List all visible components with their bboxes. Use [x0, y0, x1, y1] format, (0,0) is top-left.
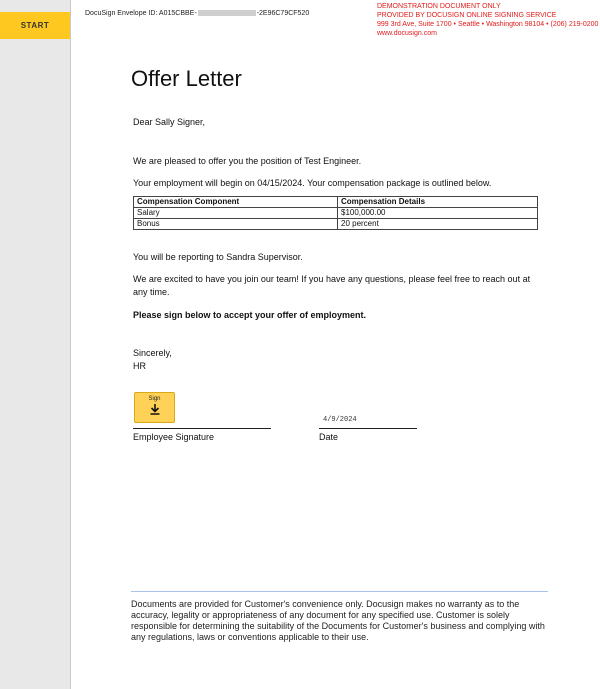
sign-button[interactable]: [134, 392, 175, 423]
closing: Sincerely,: [133, 348, 172, 358]
sign-instruction: Please sign below to accept your offer of employment.: [133, 310, 367, 320]
demo-stamp: [377, 2, 598, 38]
date-signed-value: 4/9/2024: [323, 416, 357, 424]
page-title: Offer Letter: [131, 66, 242, 91]
envelope-id: [85, 10, 309, 17]
welcome-paragraph: We are excited to have you join our team! If you have any questions, please feel free to reach out at any time.: [133, 274, 531, 297]
demo-stamp-line2: PROVIDED BY DOCUSIGN ONLINE SIGNING SERVICE: [377, 12, 557, 19]
sign-tab-label: Sign: [148, 396, 161, 402]
footer-disclaimer: Documents are provided for Customer's convenience only. Docusign makes no warranty as to the accuracy, legality or appropriateness of any document for any specified use. Customer is solely responsible for determining the suitability of the Documents for Customer's business and complying with any regulations, laws or conventions applicable to their use.: [131, 599, 545, 642]
envelope-id-prefix: DocuSign Envelope ID: A015CBBE-: [85, 10, 197, 17]
date-line: [319, 428, 417, 429]
supervisor-paragraph: You will be reporting to Sandra Supervisor.: [133, 252, 303, 262]
document-page: [70, 0, 600, 689]
table-header-cell: Compensation Details: [338, 197, 538, 208]
demo-stamp-line1: DEMONSTRATION DOCUMENT ONLY: [377, 3, 501, 10]
table-cell: $100,000.00: [338, 208, 538, 219]
demo-stamp-line3: 999 3rd Ave, Suite 1700 • Seattle • Washington 98104 • (206) 219-0200: [377, 21, 599, 28]
position-paragraph: We are pleased to offer you the position of Test Engineer.: [133, 156, 362, 166]
table-cell: Bonus: [134, 219, 338, 230]
table-cell: 20 percent: [338, 219, 538, 230]
table-cell: Salary: [134, 208, 338, 219]
employee-signature-label: Employee Signature: [133, 432, 215, 442]
signer-name: HR: [133, 361, 146, 371]
table-header-cell: Compensation Component: [134, 197, 338, 208]
greeting: Dear Sally Signer,: [133, 117, 206, 127]
table-row: [134, 208, 538, 219]
download-arrow-icon: [149, 403, 161, 415]
redacted-id-segment: [198, 10, 256, 16]
start-button[interactable]: START: [0, 12, 70, 39]
footer-divider: [131, 591, 548, 592]
signature-line: [133, 428, 271, 429]
date-label: Date: [319, 432, 339, 442]
compensation-table: [133, 196, 538, 230]
table-row: [134, 219, 538, 230]
envelope-id-suffix: -2E96C79CF520: [256, 10, 310, 17]
start-date-paragraph: Your employment will begin on 04/15/2024. Your compensation package is outlined below.: [133, 178, 492, 188]
demo-stamp-line4: www.docusign.com: [377, 30, 437, 37]
table-header-row: [134, 197, 538, 208]
